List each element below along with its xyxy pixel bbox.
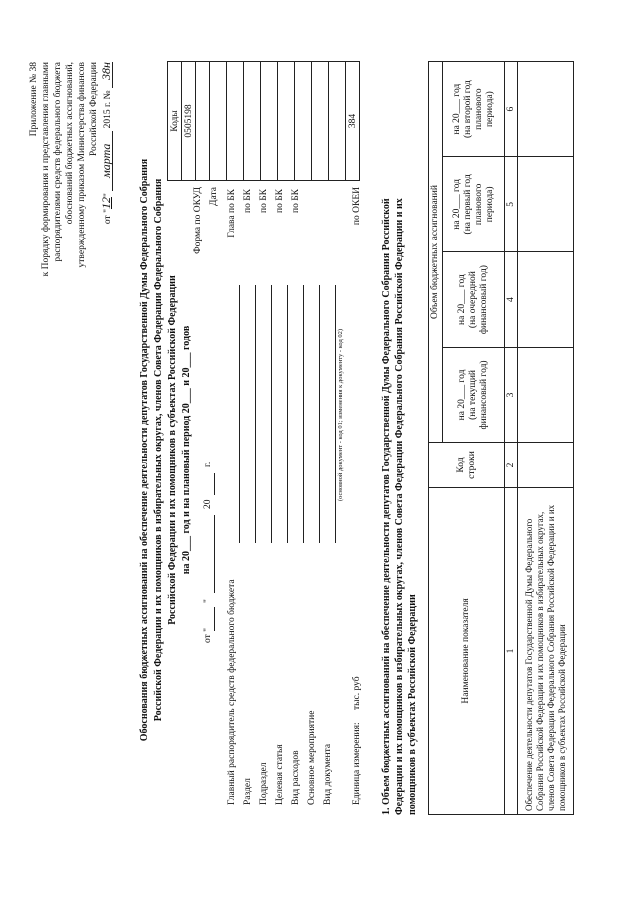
main-event-code-cell bbox=[295, 62, 312, 181]
row-indicator-name: Обеспечение деятельности депутатов Государственной Думы Федерального Собрания Российской Федерации и их помощников в избирательных округах, членов Совета Федерации Федерального Собрания Российской Федерации и их помощников в субъектах Российской Федерации bbox=[518, 487, 574, 814]
budget-table bbox=[428, 61, 574, 815]
doc-title-line2: Российской Федерации и их помощников в избирательных округах, членов Совета Федерации Федерального Собрания bbox=[153, 178, 164, 722]
field-chief-manager-line bbox=[239, 285, 240, 543]
field-target-article-label: Целевая статья bbox=[275, 744, 285, 805]
field-chief-manager-label: Главный распорядитель средств федерального бюджета bbox=[227, 579, 237, 805]
code-label-target-article: по БК bbox=[275, 189, 285, 214]
section-code-cell bbox=[227, 62, 244, 181]
column-numbers-row bbox=[505, 62, 518, 815]
codes-table bbox=[167, 61, 360, 181]
field-section-line bbox=[255, 285, 256, 543]
code-label-section: по БК bbox=[243, 189, 253, 214]
order-month: марта bbox=[100, 131, 113, 191]
code-label-expense-type: по БК bbox=[291, 189, 301, 214]
date-year-blank bbox=[214, 473, 215, 495]
field-doc-type-label: Вид документа bbox=[323, 743, 333, 805]
expense-type-code-cell bbox=[278, 62, 295, 181]
order-number: 38н bbox=[100, 62, 113, 88]
blank-code-cell bbox=[329, 62, 346, 181]
doc-type-hint: (основной документ - код 01; изменения к документу - код 02) bbox=[337, 328, 344, 502]
field-subsection-line bbox=[271, 285, 272, 543]
appendix-line3: распорядителями средств федерального бюджета bbox=[53, 62, 63, 262]
appendix-number: Приложение № 38 bbox=[29, 62, 39, 137]
field-subsection-label: Подраздел bbox=[259, 762, 269, 805]
row-next-year-cell bbox=[518, 252, 574, 347]
field-main-event-label: Основное мероприятие bbox=[307, 710, 317, 805]
date-code-label: Дата bbox=[209, 187, 219, 206]
code-label-subsection: по БК bbox=[259, 189, 269, 214]
target-article-code-cell bbox=[261, 62, 278, 181]
field-doc-type-line bbox=[335, 285, 336, 543]
field-expense-type-line bbox=[303, 285, 304, 543]
doc-title-line3: Российской Федерации и их помощников в субъектах Российской Федерации bbox=[167, 275, 178, 625]
date-day-blank bbox=[214, 607, 215, 631]
col-second-plan-year-header: на 20___ год (на второй год планового периода) bbox=[443, 62, 505, 157]
field-section-label: Раздел bbox=[243, 778, 253, 805]
appendix-line4: обоснований бюджетных ассигнований, bbox=[65, 62, 75, 225]
col-num-5: 5 bbox=[505, 157, 518, 252]
okud-code: 0505198 bbox=[182, 62, 196, 181]
row-code-cell bbox=[518, 443, 574, 488]
subsection-code-cell bbox=[244, 62, 261, 181]
chapter-code-cell bbox=[210, 62, 227, 181]
date-code-cell bbox=[196, 62, 210, 181]
col-num-4: 4 bbox=[505, 252, 518, 347]
section-heading: 1. Объем бюджетных ассигнований на обеспечение деятельности депутатов Государственной Думы Федерального Собрания Российской Федерации и их помощников в избирательных округах, членов Совета Федерации Федерального Собрания Российской Федерации и их помощников в субъектах Российской Федерации bbox=[381, 198, 418, 815]
col-num-3: 3 bbox=[505, 347, 518, 442]
col-num-1: 1 bbox=[505, 487, 518, 814]
field-target-article-line bbox=[287, 285, 288, 543]
appendix-order-date: от "12" марта 2015 г. № 38н bbox=[99, 62, 113, 225]
col-code-header: Код строки bbox=[429, 443, 505, 488]
col-num-2: 2 bbox=[505, 443, 518, 488]
col-next-year-header: на 20___ год (на очередной финансовый год) bbox=[443, 252, 505, 347]
date-month-blank bbox=[214, 515, 215, 593]
col-num-6: 6 bbox=[505, 62, 518, 157]
table-row bbox=[518, 62, 574, 815]
appendix-line5: утвержденному приказом Министерства финансов bbox=[77, 62, 87, 268]
doc-date-line: от " " 20 г. bbox=[203, 461, 213, 643]
okei-code: 384 bbox=[346, 62, 360, 181]
doc-type-code-cell bbox=[312, 62, 329, 181]
okei-label: по ОКЕИ bbox=[352, 187, 362, 226]
codes-header: Коды bbox=[168, 62, 182, 181]
row-current-year-cell bbox=[518, 347, 574, 442]
field-expense-type-label: Вид расходов bbox=[291, 750, 301, 805]
doc-title-line1: Обоснования бюджетных ассигнований на обеспечение деятельности депутатов Государственной Думы Федерального Собрания bbox=[139, 158, 150, 742]
field-main-event-line bbox=[319, 285, 320, 543]
row-first-plan-year-cell bbox=[518, 157, 574, 252]
code-label-chapter: Глава по БК bbox=[227, 189, 237, 238]
col-current-year-header: на 20___ год (на текущий финансовый год) bbox=[443, 347, 505, 442]
unit-of-measure: Единица измерения: тыс. руб bbox=[352, 676, 362, 805]
col-name-header: Наименование показателя bbox=[429, 487, 505, 814]
okud-label: Форма по ОКУД bbox=[193, 187, 203, 254]
appendix-line2: к Порядку формирования и представления главными bbox=[41, 62, 51, 277]
col-first-plan-year-header: на 20___ год (на первый год планового периода) bbox=[443, 157, 505, 252]
order-day: 12 bbox=[99, 197, 113, 210]
doc-title-line4: на 20___ год и на плановый период 20___ и 20___ годов bbox=[181, 325, 192, 575]
row-second-plan-year-cell bbox=[518, 62, 574, 157]
col-group-header: Объем бюджетных ассигнований bbox=[429, 62, 443, 443]
appendix-line6: Российской Федерации bbox=[89, 62, 99, 157]
